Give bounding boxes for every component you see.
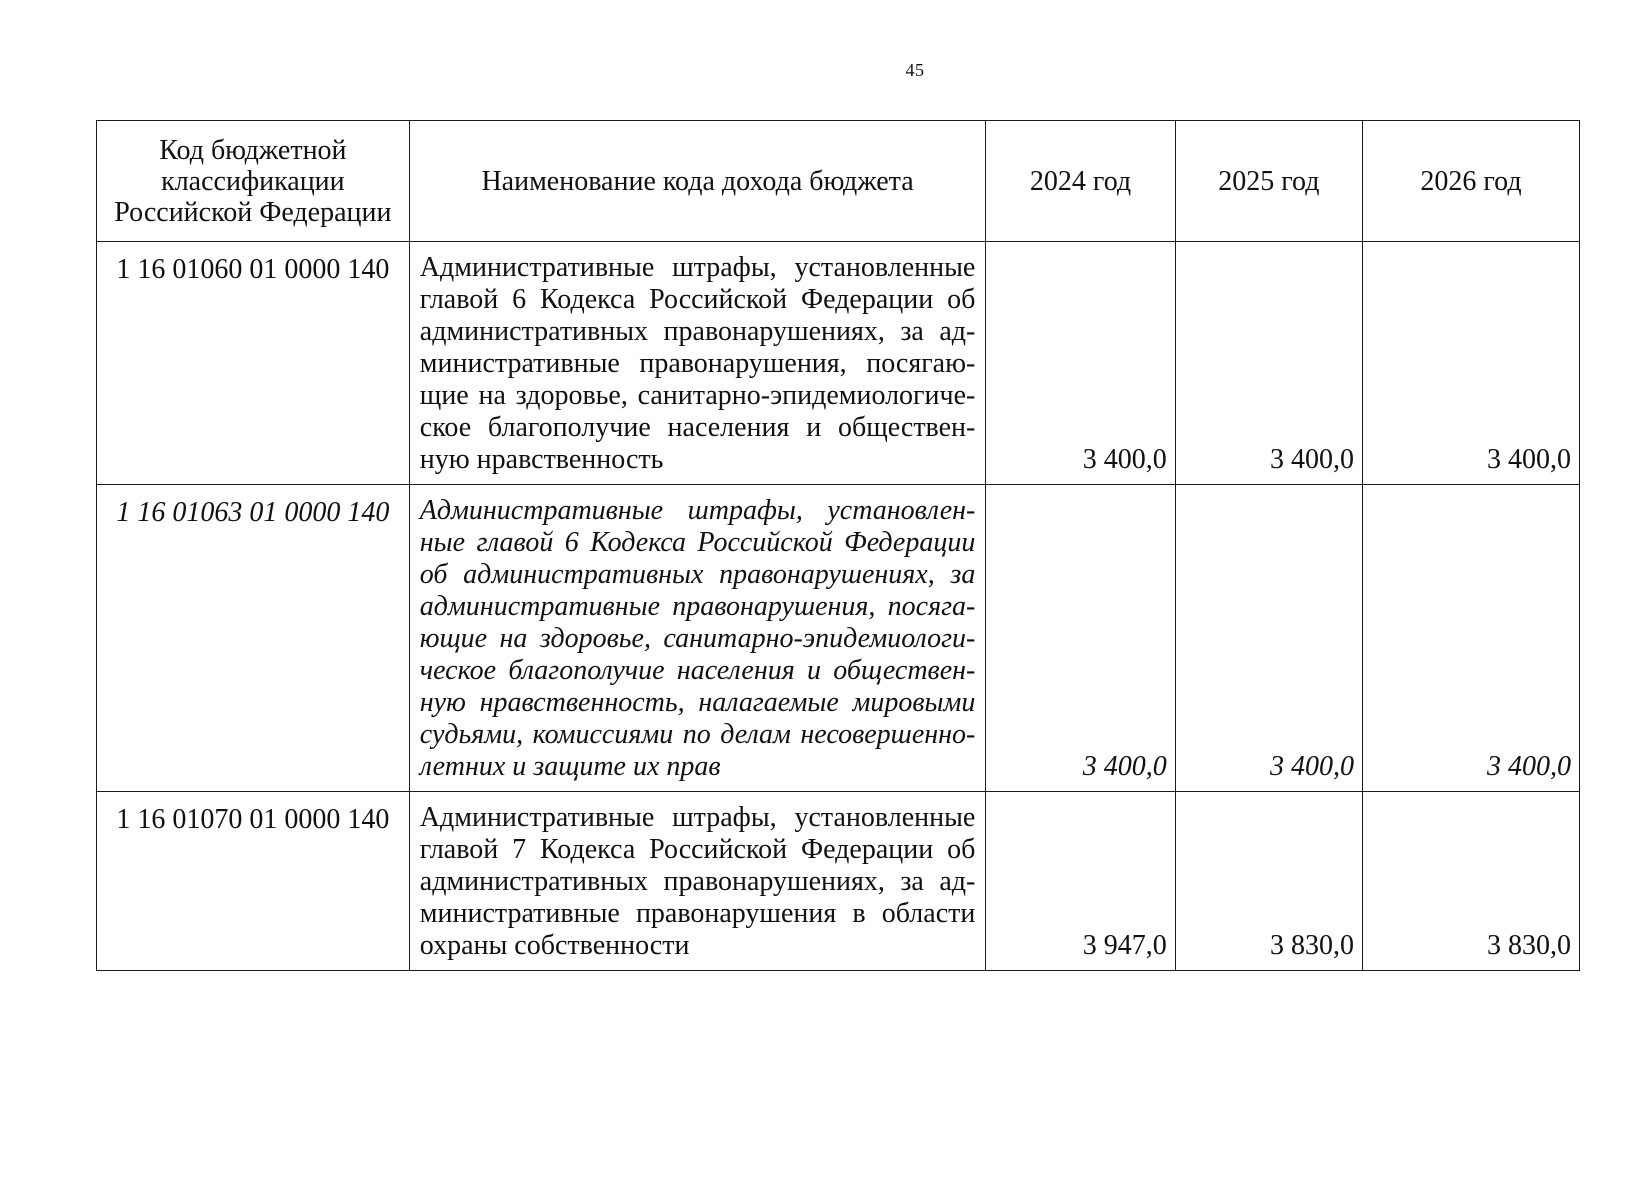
table-row [97,242,1580,485]
row-name: Административные штрафы, установленные главой 6 Кодекса Российской Федерации об административных правонарушениях, за административные правонарушения, посягающие на здоровье, санитарно-эпидемиологическое благополучие населения и общественную нравственность, налагаемые мировыми судьями, комиссиями по делам несовершеннолетних и защите их прав [409,485,986,792]
header-2025: 2025 год [1175,121,1362,242]
budget-income-table [96,120,1580,971]
row-value-2025: 3 400,0 [1175,485,1362,792]
page-number: 45 [905,60,925,80]
row-value-2026: 3 400,0 [1362,485,1579,792]
row-value-2025: 3 830,0 [1175,792,1362,971]
row-value-2026: 3 830,0 [1362,792,1579,971]
row-code: 1 16 01070 01 0000 140 [97,792,410,971]
row-value-2024: 3 947,0 [986,792,1175,971]
row-code: 1 16 01063 01 0000 140 [97,485,410,792]
header-2024: 2024 год [986,121,1175,242]
row-value-2024: 3 400,0 [986,485,1175,792]
row-code: 1 16 01060 01 0000 140 [97,242,410,485]
row-value-2024: 3 400,0 [986,242,1175,485]
table-header-row [97,121,1580,242]
row-value-2025: 3 400,0 [1175,242,1362,485]
row-name: Административные штрафы, установленные главой 7 Кодекса Российской Федерации об административных правонарушениях, за административные правонарушения в области охраны собственности [409,792,986,971]
row-value-2026: 3 400,0 [1362,242,1579,485]
header-2026: 2026 год [1362,121,1579,242]
table-row [97,485,1580,792]
table-row [97,792,1580,971]
header-code: Код бюджетной классификации Российской Федерации [97,121,410,242]
header-name: Наименование кода дохода бюджета [409,121,986,242]
row-name: Административные штрафы, установленные главой 6 Кодекса Российской Федерации об административных правонарушениях, за административные правонарушения, посягающие на здоровье, санитарно-эпидемиологическое благополучие населения и общественную нравственность [409,242,986,485]
